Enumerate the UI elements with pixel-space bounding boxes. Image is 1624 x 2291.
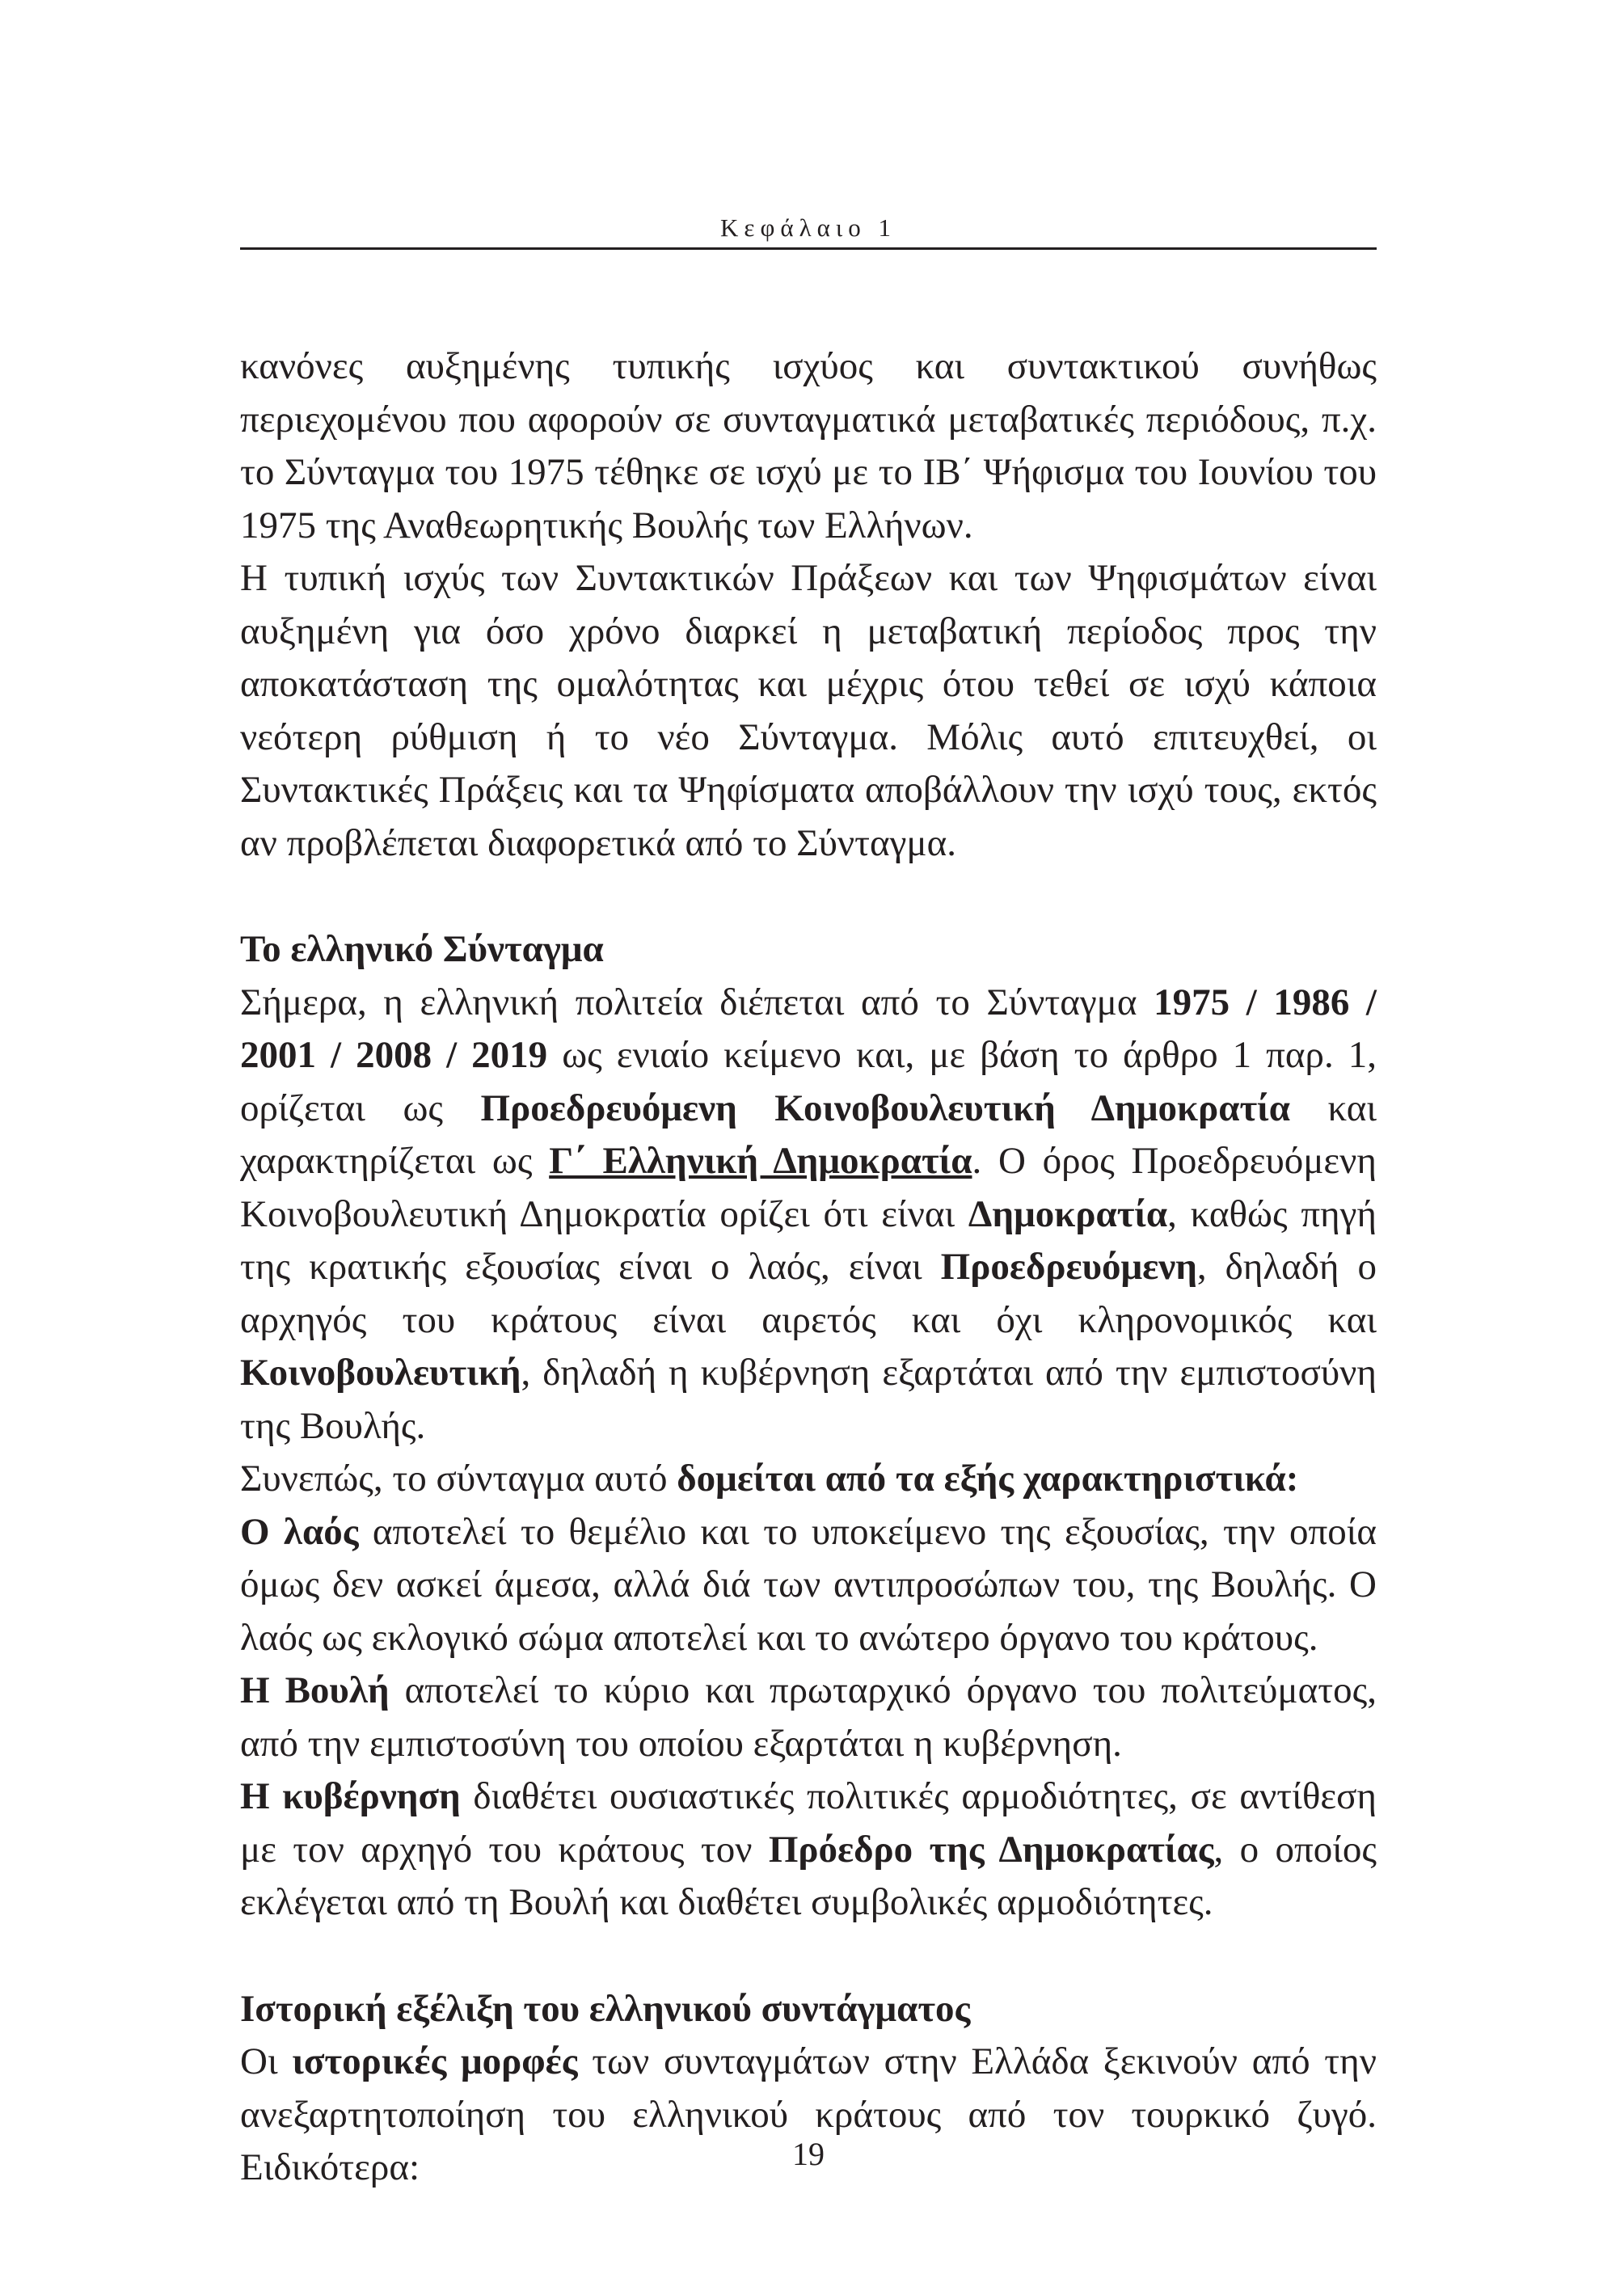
- paragraph-7: Η κυβέρνηση διαθέτει ουσιαστικές πολιτικές αρμοδιότητες, σε αντίθεση με τον αρχηγό του κράτους τον Πρόεδρο της Δημοκρατίας, ο οποίος εκλέγεται από τη Βουλή και διαθέτει συμβολικές αρμοδιότητες.: [240, 1775, 1377, 1923]
- paragraph-6: Η Βουλή αποτελεί το κύριο και πρωταρχικό όργανο του πολιτεύματος, από την εμπιστοσύνη του οποίου εξαρτάται η κυβέρνηση.: [240, 1669, 1377, 1765]
- paragraph-3: Σήμερα, η ελληνική πολιτεία διέπεται από το Σύνταγμα 1975 / 1986 / 2001 / 2008 / 2019 ως ενιαίο κείμενο και, με βάση το άρθρο 1 παρ. 1, ορίζεται ως Προεδρευόμενη Κοινοβουλευτική Δημοκρατία και χαρακτηρίζεται ως Γ΄ Ελληνική Δημοκρατία. Ο όρος Προεδρευόμενη Κοινοβουλευτική Δημοκρατία ορίζει ότι είναι Δημοκρατία, καθώς πηγή της κρατικής εξουσίας είναι ο λαός, είναι Προεδρευόμενη, δηλαδή ο αρχηγός του κράτους είναι αιρετός και όχι κληρονομικός και Κοινοβουλευτική, δηλαδή η κυβέρνηση εξαρτάται από την εμπιστοσύνη της Βουλής.: [240, 981, 1377, 1447]
- body-text: [240, 340, 1377, 2195]
- header-rule: [240, 247, 1377, 250]
- running-header: Κεφάλαιο 1: [720, 213, 896, 242]
- section-heading-greek-constitution: Το ελληνικό Σύνταγμα: [240, 928, 604, 970]
- paragraph-4: Συνεπώς, το σύνταγμα αυτό δομείται από τα εξής χαρακτηριστικά:: [240, 1458, 1299, 1500]
- page-number: 19: [792, 2136, 825, 2172]
- paragraph-5: Ο λαός αποτελεί το θεμέλιο και το υποκείμενο της εξουσίας, την οποία όμως δεν ασκεί άμεσα, αλλά διά των αντιπροσώπων του, της Βουλής. Ο λαός ως εκλογικό σώμα αποτελεί και το ανώτερο όργανο του κράτους.: [240, 1510, 1377, 1659]
- paragraph-2: Η τυπική ισχύς των Συντακτικών Πράξεων και των Ψηφισμάτων είναι αυξημένη για όσο χρόνο διαρκεί η μεταβατική περίοδος προς την αποκατάσταση της ομαλότητας και μέχρις ότου τεθεί σε ισχύ κάποια νεότερη ρύθμιση ή το νέο Σύνταγμα. Μόλις αυτό επιτευχθεί, οι Συντακτικές Πράξεις και τα Ψηφίσματα αποβάλλουν την ισχύ τους, εκτός αν προβλέπεται διαφορετικά από το Σύνταγμα.: [240, 557, 1377, 864]
- paragraph-1: κανόνες αυξημένης τυπικής ισχύος και συντακτικού συνήθως περιεχομένου που αφορούν σε συνταγματικά μεταβατικές περιόδους, π.χ. το Σύνταγμα του 1975 τέθηκε σε ισχύ με το ΙΒ΄ Ψήφισμα του Ιουνίου του 1975 της Αναθεωρητικής Βουλής των Ελλήνων.: [240, 345, 1377, 546]
- paragraph-8: Οι ιστορικές μορφές των συνταγμάτων στην Ελλάδα ξεκινούν από την ανεξαρτητοποίηση του ελληνικού κράτους από τον τουρκικό ζυγό. Ειδικότερα:: [240, 2040, 1377, 2188]
- section-heading-historical-evolution: Ιστορική εξέλιξη του ελληνικού συντάγματος: [240, 1987, 971, 2030]
